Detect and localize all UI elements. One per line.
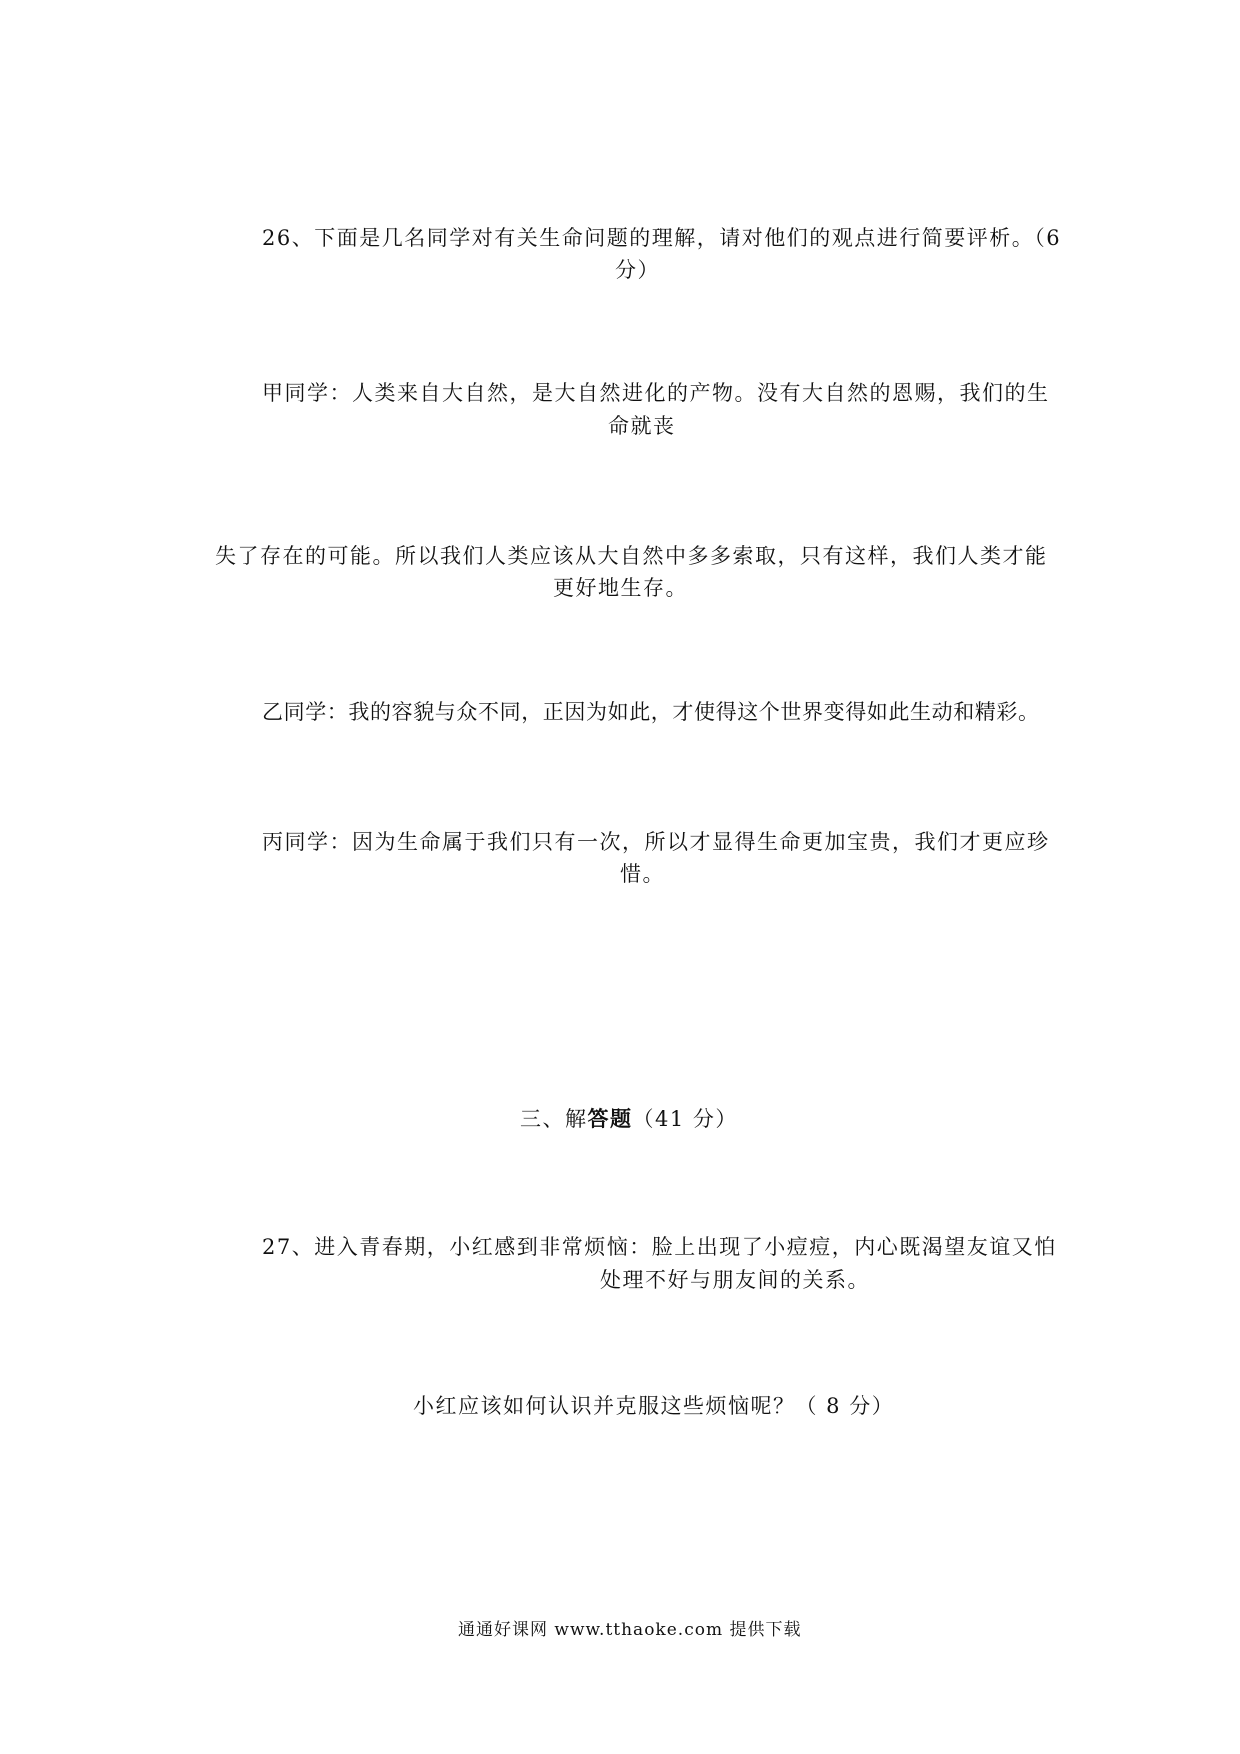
- jia-line-3: 失了存在的可能。所以我们人类应该从大自然中多多索取，只有这样，我们人类才能: [215, 544, 1048, 568]
- jia-line-1: 甲同学：人类来自大自然，是大自然进化的产物。没有大自然的恩赐，我们的生: [262, 381, 1050, 405]
- q26-line-1: 26、下面是几名同学对有关生命问题的理解，请对他们的观点进行简要评析。（6: [262, 226, 1062, 250]
- section-heading-prefix: 三、解: [520, 1107, 588, 1131]
- jia-line-4: 更好地生存。: [553, 576, 688, 600]
- section-heading-suffix: （41 分）: [632, 1107, 738, 1131]
- footer-text: 通通好课网 www.tthaoke.com 提供下载: [458, 1620, 802, 1640]
- yi-line-1: 乙同学：我的容貌与众不同，正因为如此，才使得这个世界变得如此生动和精彩。: [262, 700, 1040, 724]
- bing-line-1: 丙同学：因为生命属于我们只有一次，所以才显得生命更加宝贵，我们才更应珍: [262, 830, 1050, 854]
- q26-line-2: 分）: [615, 258, 660, 282]
- q27-line-1: 27、进入青春期，小红感到非常烦恼：脸上出现了小痘痘，内心既渴望友谊又怕: [262, 1235, 1057, 1259]
- q27-line-3: 小红应该如何认识并克服这些烦恼呢？（ 8 分）: [413, 1394, 895, 1418]
- section-heading: [520, 1104, 738, 1134]
- jia-line-2: 命就丧: [608, 414, 676, 438]
- bing-line-2: 惜。: [620, 862, 665, 886]
- q27-line-2: 处理不好与朋友间的关系。: [600, 1268, 870, 1292]
- section-heading-bold: 答题: [587, 1106, 633, 1131]
